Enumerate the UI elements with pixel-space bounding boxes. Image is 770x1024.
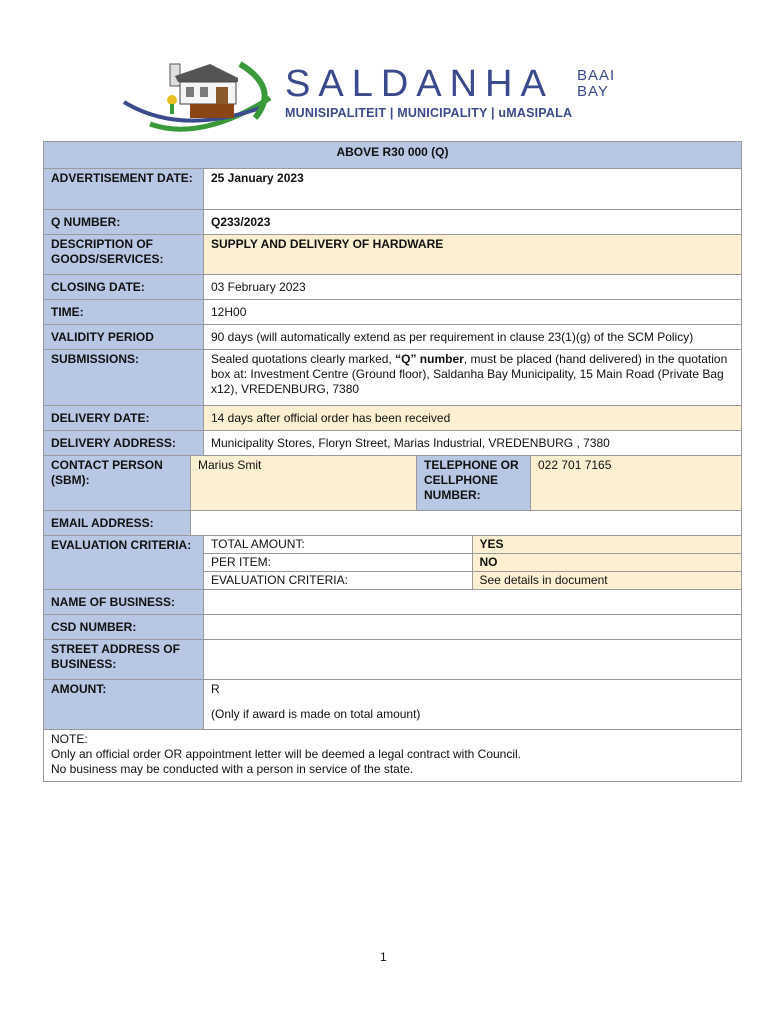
amount-label: AMOUNT: — [44, 680, 204, 730]
form-title: ABOVE R30 000 (Q) — [44, 142, 742, 169]
logo-subtitle: MUNISIPALITEIT | MUNICIPALITY | uMASIPALA — [285, 106, 573, 120]
csd-number-field[interactable] — [204, 615, 742, 640]
contact-person-label: CONTACT PERSON (SBM): — [44, 456, 191, 511]
delivery-date-value: 14 days after official order has been received — [204, 406, 742, 431]
street-address-label: STREET ADDRESS OF BUSINESS: — [44, 640, 204, 680]
note-heading: NOTE: — [51, 732, 88, 746]
telephone-label: TELEPHONE OR CELLPHONE NUMBER: — [417, 456, 531, 511]
delivery-address-value: Municipality Stores, Floryn Street, Marias Industrial, VREDENBURG , 7380 — [204, 431, 742, 456]
logo-bay: BAY — [577, 83, 609, 100]
q-number-label: Q NUMBER: — [44, 210, 204, 235]
street-address-field[interactable] — [204, 640, 742, 680]
advertisement-date-value: 25 January 2023 — [204, 169, 742, 210]
logo-baai: BAAI — [577, 67, 616, 84]
evaluation-row-label: PER ITEM: — [204, 554, 472, 572]
description-value: SUPPLY AND DELIVERY OF HARDWARE — [204, 235, 742, 275]
delivery-address-label: DELIVERY ADDRESS: — [44, 431, 204, 456]
municipality-logo — [120, 58, 640, 138]
amount-field[interactable] — [204, 680, 742, 730]
quotation-form-table — [43, 141, 742, 782]
email-label: EMAIL ADDRESS: — [44, 511, 191, 536]
note-block — [44, 730, 742, 782]
amount-currency: R — [211, 682, 220, 696]
email-value — [191, 511, 742, 536]
time-label: TIME: — [44, 300, 204, 325]
submissions-label: SUBMISSIONS: — [44, 350, 204, 406]
evaluation-table — [204, 536, 741, 589]
logo-name: SALDANHA — [285, 63, 554, 105]
note-line-1: Only an official order OR appointment letter will be deemed a legal contract with Council. — [51, 747, 522, 761]
evaluation-row — [204, 536, 741, 554]
submissions-text-post: , must be placed (hand delivered) in the quotation box at: Investment Centre (Ground floor), Saldanha Bay Municipality, 15 Main Road (Private Bag x12), VREDENBURG, 7380 — [211, 352, 728, 396]
csd-number-label: CSD NUMBER: — [44, 615, 204, 640]
delivery-date-label: DELIVERY DATE: — [44, 406, 204, 431]
submissions-text-bold: “Q” number — [395, 352, 464, 366]
page-number: 1 — [380, 950, 387, 964]
evaluation-row-label: TOTAL AMOUNT: — [204, 536, 472, 554]
evaluation-row-value: See details in document — [472, 572, 741, 590]
evaluation-row-value: YES — [472, 536, 741, 554]
house-emblem-icon — [120, 58, 280, 138]
submissions-value — [204, 350, 742, 406]
evaluation-grid — [204, 536, 742, 590]
closing-date-value: 03 February 2023 — [204, 275, 742, 300]
evaluation-row — [204, 554, 741, 572]
validity-value: 90 days (will automatically extend as per requirement in clause 23(1)(g) of the SCM Policy) — [204, 325, 742, 350]
logo-baai-bay — [577, 68, 615, 100]
telephone-value: 022 701 7165 — [531, 456, 742, 511]
description-label: DESCRIPTION OF GOODS/SERVICES: — [44, 235, 204, 275]
business-name-label: NAME OF BUSINESS: — [44, 590, 204, 615]
evaluation-row-label: EVALUATION CRITERIA: — [204, 572, 472, 590]
advertisement-date-label: ADVERTISEMENT DATE: — [44, 169, 204, 210]
evaluation-row-value: NO — [472, 554, 741, 572]
evaluation-label: EVALUATION CRITERIA: — [44, 536, 204, 590]
evaluation-row — [204, 572, 741, 590]
amount-note: (Only if award is made on total amount) — [211, 707, 421, 721]
time-value: 12H00 — [204, 300, 742, 325]
contact-person-value: Marius Smit — [191, 456, 417, 511]
validity-label: VALIDITY PERIOD — [44, 325, 204, 350]
q-number-value: Q233/2023 — [204, 210, 742, 235]
note-line-2: No business may be conducted with a person in service of the state. — [51, 762, 414, 776]
business-name-field[interactable] — [204, 590, 742, 615]
submissions-text-pre: Sealed quotations clearly marked, — [211, 352, 396, 366]
closing-date-label: CLOSING DATE: — [44, 275, 204, 300]
